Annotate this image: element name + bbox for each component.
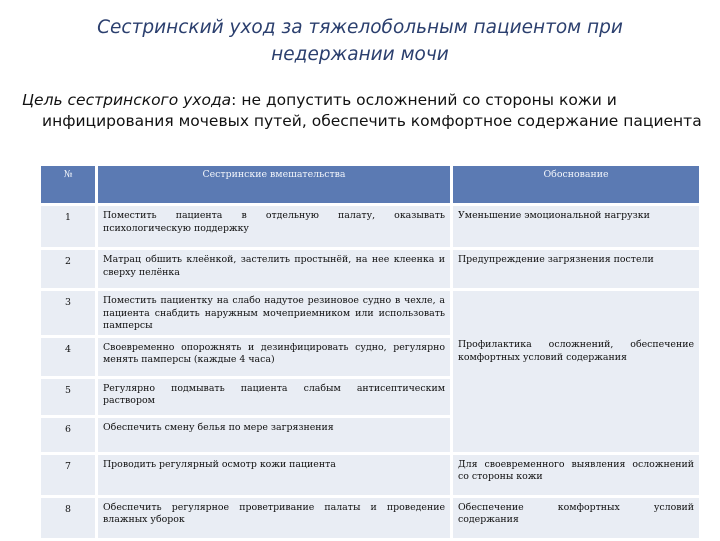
row-number: 7 (41, 455, 95, 495)
row-action: Своевременно опорожнять и дезинфицировать судно, регулярно менять памперсы (каждые 4 часа) (98, 338, 450, 376)
row-number: 2 (41, 250, 95, 288)
header-number: № (41, 166, 95, 203)
table-row (41, 206, 699, 247)
goal-text: : не допустить осложнений со стороны кожи и инфицирования мочевых путей, обеспечить комфортное содержание пациента (42, 91, 702, 130)
merged-reason-cell (453, 291, 699, 452)
table-header-row (41, 166, 699, 203)
row-reason: Предупреждение загрязнения постели (453, 250, 699, 288)
row-number: 4 (41, 338, 95, 376)
row-reason: Для своевременного выявления осложнений со стороны кожи (453, 455, 699, 495)
table-row (41, 455, 699, 495)
row-number: 6 (41, 418, 95, 452)
row-number: 1 (41, 206, 95, 247)
row-reason: Профилактика осложнений, обеспечение комфортных условий содержания (458, 339, 694, 363)
page-title (40, 14, 680, 68)
row-reason: Уменьшение эмоциональной нагрузки (453, 206, 699, 247)
goal-paragraph (22, 90, 720, 132)
row-reason: Обеспечение комфортных условий содержания (453, 498, 699, 538)
row-action: Обеспечить смену белья по мере загрязнения (98, 418, 450, 452)
title-line-2: недержании мочи (271, 44, 449, 65)
row-action: Обеспечить регулярное проветривание палаты и проведение влажных уборок (98, 498, 450, 538)
row-number: 8 (41, 498, 95, 538)
title-line-1: Сестринский уход за тяжелобольным пациентом при (97, 17, 623, 38)
row-number: 3 (41, 291, 95, 335)
header-interventions: Сестринские вмешательства (98, 166, 450, 203)
header-justification: Обоснование (453, 166, 699, 203)
row-action: Проводить регулярный осмотр кожи пациента (98, 455, 450, 495)
row-action: Поместить пациентку на слабо надутое резиновое судно в чехле, а пациента снабдить наружным мочеприемником или использовать памперсы (98, 291, 450, 335)
row-action: Матрац обшить клеёнкой, застелить простынёй, на нее клеенка и сверху пелёнка (98, 250, 450, 288)
interventions-table (38, 163, 702, 541)
table-row (41, 250, 699, 288)
table-row (41, 498, 699, 538)
goal-lead: Цель сестринского ухода (22, 91, 232, 109)
row-action: Регулярно подмывать пациента слабым антисептическим раствором (98, 379, 450, 415)
table-row (41, 291, 699, 335)
row-number: 5 (41, 379, 95, 415)
row-action: Поместить пациента в отдельную палату, оказывать психологическую поддержку (98, 206, 450, 247)
